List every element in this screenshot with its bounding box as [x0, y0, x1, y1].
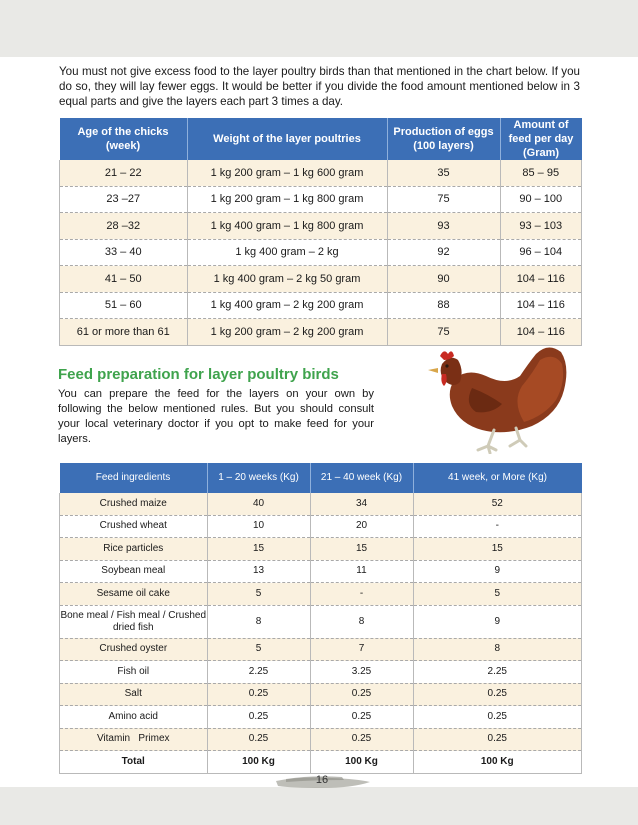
table-cell: 15 [413, 538, 582, 561]
table-row [60, 583, 582, 606]
section-paragraph: You can prepare the feed for the layers on your own by following the below mentioned rules. But you should consult your local veterinary doctor if you opt to make feed for your layers. [58, 388, 374, 445]
table-cell: - [310, 583, 413, 606]
column-header-weight: Weight of the layer poultries [187, 118, 387, 160]
table-cell: 1 kg 200 gram – 2 kg 200 gram [187, 319, 387, 346]
table-cell: 33 – 40 [60, 239, 188, 266]
table-row [60, 683, 582, 706]
column-header-weeks-1-20: 1 – 20 weeks (Kg) [207, 463, 310, 493]
table-cell: 0.25 [310, 683, 413, 706]
column-header-ingredients: Feed ingredients [60, 463, 208, 493]
table-cell: 96 – 104 [500, 239, 582, 266]
table-total-row [60, 751, 582, 774]
table-cell: 61 or more than 61 [60, 319, 188, 346]
table-cell: 8 [207, 605, 310, 638]
table-row [60, 160, 582, 186]
table-cell: 21 – 22 [60, 160, 188, 186]
column-header-feed-amount: Amount of feed per day (Gram) [500, 118, 582, 160]
table-cell: Crushed wheat [60, 515, 208, 538]
table-cell: Fish oil [60, 661, 208, 684]
top-band [0, 0, 638, 57]
table-row [60, 638, 582, 661]
table-row [60, 605, 582, 638]
table-cell: 75 [387, 186, 500, 213]
table-cell: 11 [310, 560, 413, 583]
table-cell: 90 – 100 [500, 186, 582, 213]
table-cell: 23 –27 [60, 186, 188, 213]
table-cell: 1 kg 400 gram – 2 kg 50 gram [187, 266, 387, 293]
table-cell: 104 – 116 [500, 266, 582, 293]
table-cell: Crushed maize [60, 493, 208, 515]
table-row [60, 515, 582, 538]
table-cell: 90 [387, 266, 500, 293]
table-cell: Sesame oil cake [60, 583, 208, 606]
table-cell: 92 [387, 239, 500, 266]
table-cell: Bone meal / Fish meal / Crushed dried fish [60, 605, 208, 638]
table-cell: 41 – 50 [60, 266, 188, 293]
table-cell: 28 –32 [60, 213, 188, 240]
table-cell: 2.25 [207, 661, 310, 684]
table-cell: 34 [310, 493, 413, 515]
table-cell: 5 [413, 583, 582, 606]
table-cell: 20 [310, 515, 413, 538]
table-cell: 0.25 [310, 706, 413, 729]
table-row [60, 538, 582, 561]
table-cell: 0.25 [310, 728, 413, 751]
page-number-badge [272, 772, 372, 794]
table-cell: 93 – 103 [500, 213, 582, 240]
table-cell: 7 [310, 638, 413, 661]
table-cell: 88 [387, 292, 500, 319]
table-cell: Salt [60, 683, 208, 706]
table-cell: Total [60, 751, 208, 774]
table-cell: 8 [310, 605, 413, 638]
table-cell: 1 kg 400 gram – 2 kg 200 gram [187, 292, 387, 319]
table-cell: 3.25 [310, 661, 413, 684]
table-cell: Crushed oyster [60, 638, 208, 661]
table-header-row [60, 463, 582, 493]
table-cell: 0.25 [413, 683, 582, 706]
table-row [60, 493, 582, 515]
table-cell: 9 [413, 560, 582, 583]
table-cell: 104 – 116 [500, 319, 582, 346]
table-cell: 85 – 95 [500, 160, 582, 186]
feed-amount-table [59, 118, 582, 346]
table-cell: 2.25 [413, 661, 582, 684]
column-header-egg-production: Production of eggs (100 layers) [387, 118, 500, 160]
table-cell: 93 [387, 213, 500, 240]
table-cell: 40 [207, 493, 310, 515]
table-cell: Vitamin Primex [60, 728, 208, 751]
section-title: Feed preparation for layer poultry birds [58, 366, 339, 383]
feed-ingredients-table [59, 463, 582, 774]
table-cell: 10 [207, 515, 310, 538]
table-cell: 5 [207, 583, 310, 606]
table-cell: - [413, 515, 582, 538]
table-cell: 13 [207, 560, 310, 583]
table-cell: 0.25 [207, 683, 310, 706]
table-cell: 100 Kg [207, 751, 310, 774]
table-cell: 52 [413, 493, 582, 515]
table-row [60, 266, 582, 293]
column-header-age: Age of the chicks (week) [60, 118, 188, 160]
table-cell: Rice particles [60, 538, 208, 561]
table-cell: 9 [413, 605, 582, 638]
table-cell: 5 [207, 638, 310, 661]
table-cell: 1 kg 400 gram – 2 kg [187, 239, 387, 266]
table-cell: 0.25 [413, 706, 582, 729]
table-cell: 104 – 116 [500, 292, 582, 319]
table-cell: 75 [387, 319, 500, 346]
table-row [60, 728, 582, 751]
intro-paragraph: You must not give excess food to the layer poultry birds than that mentioned in the chart below. If you do so, they will lay fewer eggs. It would be better if you divide the food amount mentioned below in 3 equal parts and give the layers each part 3 times a day. [59, 65, 580, 109]
table-row [60, 661, 582, 684]
table-cell: 8 [413, 638, 582, 661]
column-header-weeks-21-40: 21 – 40 week (Kg) [310, 463, 413, 493]
table-row [60, 292, 582, 319]
table-row [60, 706, 582, 729]
table-header-row [60, 118, 582, 160]
table-row [60, 239, 582, 266]
table-cell: 15 [310, 538, 413, 561]
table-cell: 15 [207, 538, 310, 561]
table-cell: Amino acid [60, 706, 208, 729]
table-cell: 0.25 [207, 706, 310, 729]
table-cell: 35 [387, 160, 500, 186]
table-row [60, 213, 582, 240]
table-cell: 1 kg 400 gram – 1 kg 800 gram [187, 213, 387, 240]
table-cell: 51 – 60 [60, 292, 188, 319]
hen-illustration [416, 342, 576, 454]
page-number: 16 [315, 774, 329, 786]
table-cell: Soybean meal [60, 560, 208, 583]
table-cell: 100 Kg [310, 751, 413, 774]
column-header-weeks-41-more: 41 week, or More (Kg) [413, 463, 582, 493]
table-cell: 1 kg 200 gram – 1 kg 800 gram [187, 186, 387, 213]
table-row [60, 186, 582, 213]
table-cell: 0.25 [207, 728, 310, 751]
table-cell: 1 kg 200 gram – 1 kg 600 gram [187, 160, 387, 186]
table-cell: 0.25 [413, 728, 582, 751]
table-cell: 100 Kg [413, 751, 582, 774]
table-row [60, 560, 582, 583]
